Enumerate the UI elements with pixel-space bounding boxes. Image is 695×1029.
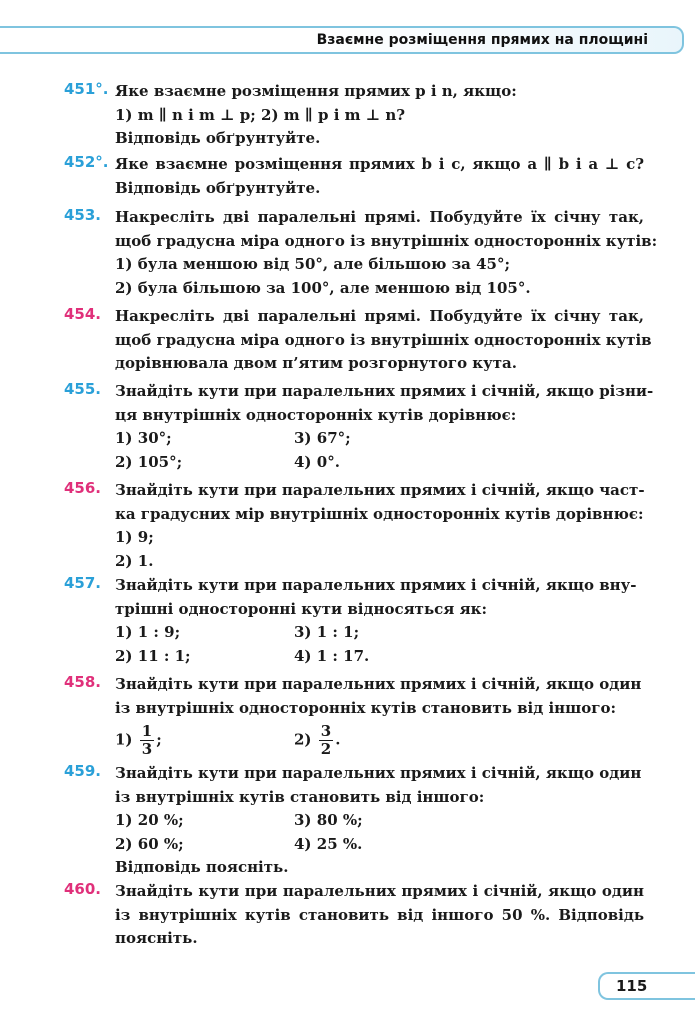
problem-text: Знайдіть кути при паралельних прямих і січній, якщо вну- <box>115 576 637 594</box>
problem-number: 458. <box>64 673 102 691</box>
problem-text: щоб градусна міра одного із внутрішніх односторонніх кутів: <box>115 231 658 250</box>
header-title: Взаємне розміщення прямих на площині <box>316 32 648 48</box>
option-end: ; <box>156 730 162 749</box>
fraction-denominator: 3 <box>141 740 153 758</box>
fraction-numerator: 3 <box>320 722 332 740</box>
problem-text: дорівнювала двом п’ятим розгорнутого кута. <box>115 354 517 372</box>
option-label: 1) <box>115 730 133 749</box>
fraction-option <box>115 723 294 758</box>
problem-number: 459. <box>64 762 102 780</box>
problem-text: щоб градусна міра одного із внутрішніх односторонніх кутів <box>115 330 652 349</box>
problem-text: ка градусних мір внутрішніх односторонніх кутів дорівнює: <box>115 504 644 523</box>
problem-number: 455. <box>64 380 102 398</box>
answer-option: 4) 25 %. <box>294 834 363 853</box>
problem-text: Знайдіть кути при паралельних прямих і січній, якщо част- <box>115 481 645 499</box>
problem-text: Накресліть дві паралельні прямі. Побудуйте їх січну так, <box>115 208 644 226</box>
problem-text: Накресліть дві паралельні прямі. Побудуйте їх січну так, <box>115 307 644 325</box>
problem-451 <box>64 80 644 151</box>
option-end: . <box>335 730 341 749</box>
problem-458 <box>64 673 644 758</box>
problem-text: Знайдіть кути при паралельних прямих і січній, якщо різни- <box>115 382 654 400</box>
problem-number: 453. <box>64 206 102 224</box>
problem-text: із внутрішніх односторонніх кутів становить від іншого: <box>115 698 616 717</box>
answer-option: 1) 30°; <box>115 429 172 447</box>
problem-text: Знайдіть кути при паралельних прямих і січній, якщо один <box>115 764 642 782</box>
problem-456 <box>64 479 644 573</box>
answer-option: 2) 105°; <box>115 452 183 471</box>
problem-text: 1) m ∥ n і m ⊥ p; 2) m ∥ p і m ⊥ n? <box>115 105 406 124</box>
problem-text: 2) була більшою за 100°, але меншою від 105°. <box>115 278 531 297</box>
problem-number: 454. <box>64 305 102 323</box>
problem-text: Яке взаємне розміщення прямих p і n, якщо: <box>115 82 517 100</box>
fraction-numerator: 1 <box>141 722 153 740</box>
problem-454 <box>64 305 652 376</box>
problem-text: Яке взаємне розміщення прямих b і c, якщо a ∥ b і a ⊥ c? <box>115 155 644 173</box>
problem-text: із внутрішніх кутів становить від іншого 50 %. Відповідь <box>115 905 644 924</box>
problem-number: 456. <box>64 479 102 497</box>
problem-452 <box>64 153 644 200</box>
fraction <box>319 723 333 758</box>
answer-option: 2) 11 : 1; <box>115 646 191 665</box>
answer-option: 3) 1 : 1; <box>294 623 360 641</box>
problem-text: поясніть. <box>115 929 198 947</box>
problem-number: 457. <box>64 574 102 592</box>
fraction-option <box>294 723 340 758</box>
running-header <box>0 26 684 54</box>
answer-option: 1) 1 : 9; <box>115 623 181 641</box>
problem-text: Знайдіть кути при паралельних прямих і січній, якщо один <box>115 882 644 900</box>
problem-number: 460. <box>64 880 102 898</box>
answer-option: 1) 9; <box>115 528 154 546</box>
problem-455 <box>64 380 654 474</box>
answer-option: 4) 0°. <box>294 452 340 471</box>
answer-option: 1) 20 %; <box>115 811 184 829</box>
page-number: 115 <box>616 977 648 995</box>
problem-number: 451°. <box>64 80 109 98</box>
problem-number: 452°. <box>64 153 109 171</box>
problem-text: Відповідь обґрунтуйте. <box>115 178 321 197</box>
fraction <box>140 723 154 758</box>
problem-text: ця внутрішніх односторонніх кутів дорівнює: <box>115 405 517 424</box>
answer-option: 2) 60 %; <box>115 834 184 853</box>
problem-text: Знайдіть кути при паралельних прямих і січній, якщо один <box>115 675 642 693</box>
problem-text: 1) була меншою від 50°, але більшою за 45°; <box>115 255 510 273</box>
answer-option: 2) 1. <box>115 551 154 570</box>
problem-text: Відповідь обґрунтуйте. <box>115 129 321 147</box>
problem-457 <box>64 574 644 668</box>
problem-text: із внутрішніх кутів становить від іншого: <box>115 787 485 806</box>
problem-453 <box>64 206 658 300</box>
problem-459 <box>64 762 644 880</box>
problem-text: трішні односторонні кути відносяться як: <box>115 599 488 618</box>
option-label: 2) <box>294 730 312 749</box>
answer-option: 3) 67°; <box>294 429 351 447</box>
fraction-denominator: 2 <box>320 740 332 758</box>
problem-460 <box>64 880 644 951</box>
answer-option: 4) 1 : 17. <box>294 646 370 665</box>
answer-option: 3) 80 %; <box>294 811 363 829</box>
problem-text: Відповідь поясніть. <box>115 858 289 876</box>
